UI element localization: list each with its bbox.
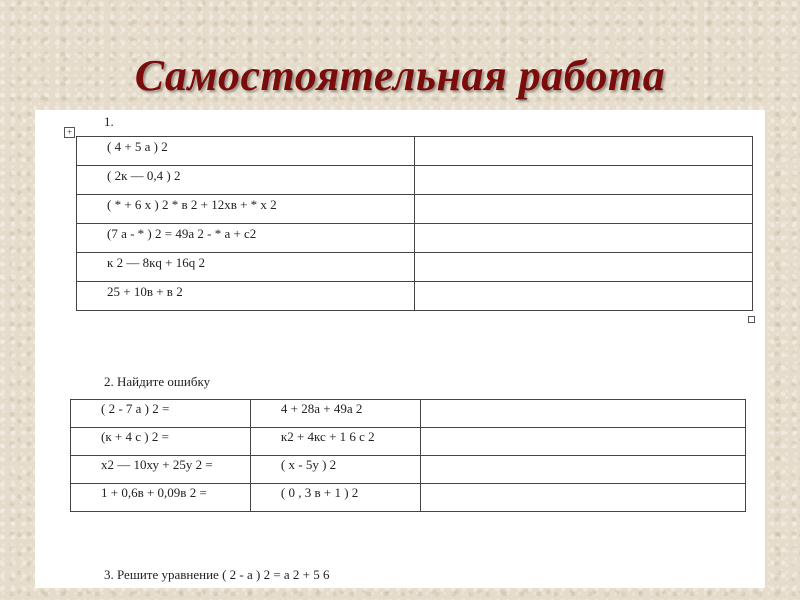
table-cell[interactable]: х2 — 10ху + 25у 2 = (71, 456, 251, 484)
table-cell[interactable]: 1 + 0,6в + 0,09в 2 = (71, 484, 251, 512)
table-row (71, 484, 746, 512)
table-cell-empty[interactable] (420, 484, 745, 512)
table-row (77, 166, 753, 195)
task2-label: 2. Найдите ошибку (104, 374, 211, 389)
table-row (77, 137, 753, 166)
table-cell[interactable]: к 2 — 8кq + 16q 2 (77, 253, 415, 282)
table-row (71, 456, 746, 484)
table-row (77, 253, 753, 282)
table-move-handle-icon[interactable]: + (64, 127, 75, 138)
table-cell-empty[interactable] (414, 195, 752, 224)
table-cell-empty[interactable] (414, 137, 752, 166)
table-cell[interactable]: ( * + 6 х ) 2 * в 2 + 12хв + * х 2 (77, 195, 415, 224)
table-cell-empty[interactable] (414, 282, 752, 311)
table-cell[interactable]: ( х - 5у ) 2 (250, 456, 420, 484)
document-sheet (35, 110, 765, 588)
task1-label: 1. (104, 114, 114, 129)
table-cell[interactable]: 25 + 10в + в 2 (77, 282, 415, 311)
slide-title: Самостоятельная работа (134, 51, 666, 100)
table-cell[interactable]: ( 2к — 0,4 ) 2 (77, 166, 415, 195)
table-cell[interactable]: (к + 4 с ) 2 = (71, 428, 251, 456)
table-row (71, 428, 746, 456)
table-cell-empty[interactable] (414, 253, 752, 282)
table-cell[interactable]: 4 + 28а + 49а 2 (250, 400, 420, 428)
task3-label: 3. Решите уравнение ( 2 - а ) 2 = а 2 + 5 6 (104, 567, 330, 582)
task1-table (76, 136, 753, 311)
table-cell[interactable]: к2 + 4кс + 1 6 с 2 (250, 428, 420, 456)
table-cell[interactable]: ( 4 + 5 а ) 2 (77, 137, 415, 166)
table-cell-empty[interactable] (420, 400, 745, 428)
table-row (71, 400, 746, 428)
table-row (77, 282, 753, 311)
table-cell[interactable]: ( 0 , 3 в + 1 ) 2 (250, 484, 420, 512)
table-cell[interactable]: (7 а - * ) 2 = 49а 2 - * а + с2 (77, 224, 415, 253)
task2-table (70, 399, 746, 512)
table-cell-empty[interactable] (420, 456, 745, 484)
table-row (77, 195, 753, 224)
table-cell-empty[interactable] (414, 224, 752, 253)
table-cell-empty[interactable] (420, 428, 745, 456)
table-row (77, 224, 753, 253)
table-resize-handle-icon[interactable] (748, 316, 755, 323)
table-cell[interactable]: ( 2 - 7 а ) 2 = (71, 400, 251, 428)
table-cell-empty[interactable] (414, 166, 752, 195)
